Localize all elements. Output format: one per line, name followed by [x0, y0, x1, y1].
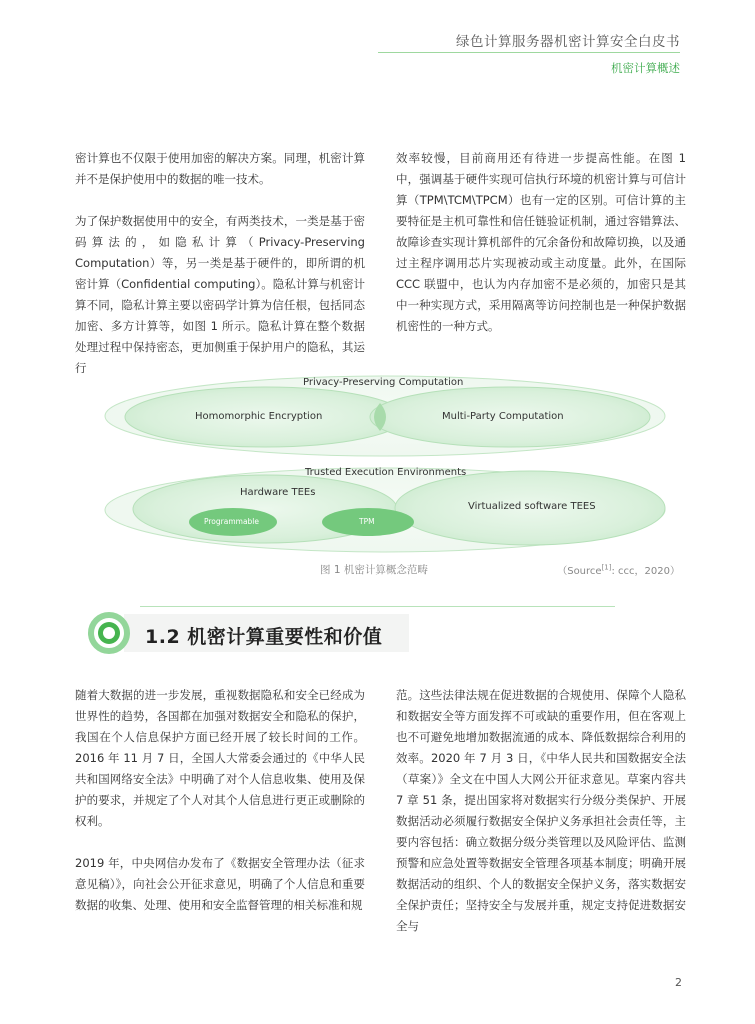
header-divider	[378, 52, 680, 53]
paragraph: 效率较慢，目前商用还有待进一步提高性能。在图 1 中，强调基于硬件实现可信执行环境的机密计算与可信计算（TPM\TCM\TPCM）也有一定的区别。可信计算的主要特征是主机可靠性和信任链验证机制，通过容错算法、故障诊查实现计算机部件的冗余备份和故障切换，以及通过主程序调用芯片实现被动或主动度量。此外，在国际 CCC 联盟中，也认为内存加密不是必须的，加密只是其中一种实现方式，采用隔离等访问控制也是一种保护数据机密性的一种方式。	[396, 151, 686, 333]
multiparty-label: Multi-Party Computation	[442, 411, 564, 422]
paragraph: 密计算也不仅限于使用加密的解决方案。同理，机密计算并不是保护使用中的数据的唯一技术。	[75, 151, 365, 186]
programmable-label: Programmable	[204, 517, 260, 526]
top-left-column	[75, 148, 365, 379]
section-divider	[140, 606, 615, 607]
source-suffix: : ccc，2020）	[611, 566, 680, 577]
figure-caption: 图 1 机密计算概念范畴	[320, 564, 428, 576]
top-right-column	[396, 148, 686, 337]
paragraph: 范。这些法律法规在促进数据的合规使用、保障个人隐私和数据安全等方面发挥不可或缺的重要作用，但在客观上也不可避免地增加数据流通的成本、降低数据综合利用的效率。2020 年 7 月 3 日，《中华人民共和国数据安全法（草案）》全文在中国人大网公开征求意见。草案内容共 7 章 51 条，提出国家将对数据实行分级分类保护、开展数据活动必须履行数据安全保护义务承担社会责任等，主要内容包括：确立数据分级分类管理以及风险评估、监测预警和应急处置等数据安全管理各项基本制度；明确开展数据活动的组织、个人的数据安全保护义务，落实数据安全保护责任；坚持安全与发展并重，规定支持促进数据安全与	[396, 688, 686, 933]
virtualized-label: Virtualized software TEES	[468, 501, 596, 512]
hardware-label: Hardware TEEs	[240, 487, 316, 498]
homomorphic-label: Homomorphic Encryption	[195, 411, 323, 422]
ppc-label: Privacy-Preserving Computation	[303, 377, 464, 388]
source-prefix: （Source	[557, 566, 602, 577]
section-title: 1.2 机密计算重要性和价值	[145, 626, 383, 648]
concept-figure	[100, 370, 680, 585]
paragraph: 为了保护数据使用中的安全，有两类技术，一类是基于密码算法的，如隐私计算（Privacy-Preserving Computation）等，另一类是基于硬件的，即所谓的机密计算（Confidential computing）。隐私计算与机密计算不同，隐私计算主要以密码学计算为信任根，包括同态加密、多方计算等，如图 1 所示。隐私计算在整个数据处理过程中保持密态，更加侧重于保护用户的隐私，其运行	[75, 214, 365, 375]
page-number: 2	[675, 976, 682, 989]
bottom-left-column	[75, 685, 365, 916]
section-ring-icon	[86, 610, 132, 656]
paragraph: 2019 年，中央网信办发布了《数据安全管理办法（征求意见稿）》，向社会公开征求意见，明确了个人信息和重要数据的收集、处理、使用和安全监督管理的相关标准和规	[75, 856, 365, 912]
bottom-right-column	[396, 685, 686, 937]
source-citation[interactable]: [1]	[601, 563, 612, 572]
paragraph: 随着大数据的进一步发展，重视数据隐私和安全已经成为世界性的趋势，各国都在加强对数据安全和隐私的保护，我国在个人信息保护方面已经开展了较长时间的工作。2016 年 11 月 7 日，全国人大常委会通过的《中华人民共和国网络安全法》中明确了对个人信息收集、使用及保护的要求，并规定了个人对其个人信息进行更正或删除的权利。	[75, 688, 365, 828]
section-name: 机密计算概述	[611, 61, 680, 75]
tpm-label: TPM	[359, 517, 375, 526]
document-title: 绿色计算服务器机密计算安全白皮书	[456, 34, 680, 50]
figure-source	[557, 562, 680, 577]
tee-label: Trusted Execution Environments	[305, 467, 467, 478]
